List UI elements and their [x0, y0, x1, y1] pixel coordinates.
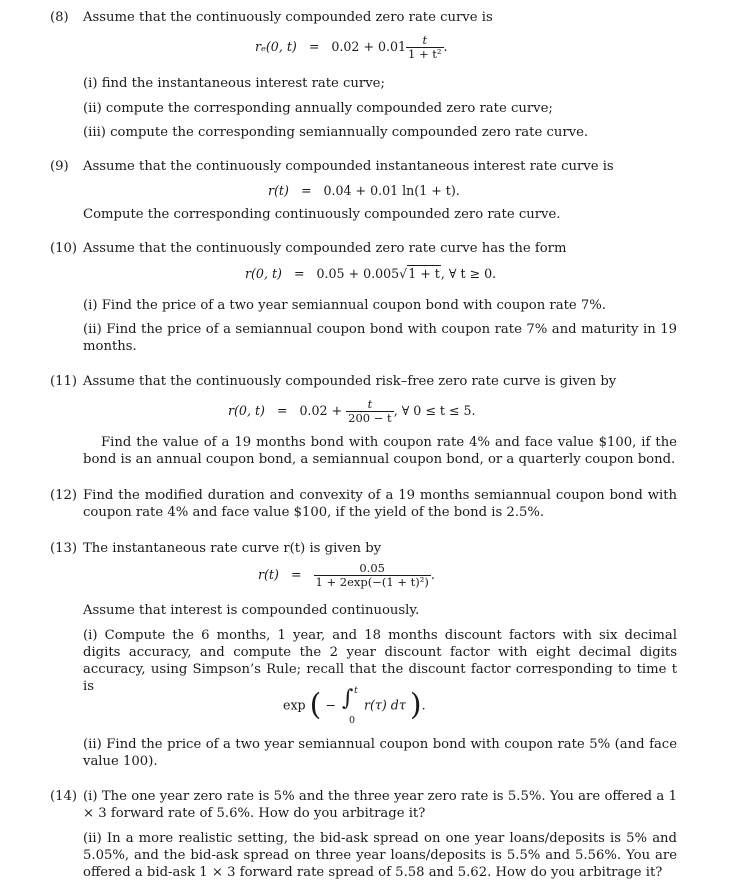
exp-label: exp — [283, 697, 306, 713]
problem-intro: Assume that the continuously compounded risk–free zero rate curve is given by — [83, 374, 617, 389]
problem-number: (12) — [50, 488, 78, 503]
list-item: (i) Compute the 6 months, 1 year, and 18 months discount factors with six decimal digits accuracy, and compute the 2 year discount factor with eight decimal digits accuracy, using Simpson’s Rule; recall that the discount factor corresponding to time t is — [83, 628, 677, 694]
equation-tail: . — [430, 567, 435, 582]
problem-intro: Assume that the continuously compounded zero rate curve has the form — [83, 241, 567, 256]
list-item: (i) The one year zero rate is 5% and the three year zero rate is 5.5%. You are offered a 1 × 3 forward rate of 5.6%. How do you arbitrage it? — [83, 789, 677, 821]
integral — [340, 686, 360, 724]
equation-fraction — [346, 398, 394, 425]
problem-body: Compute the corresponding continuously compounded zero rate curve. — [83, 207, 561, 222]
equation-lhs: r(0, t) — [228, 403, 265, 418]
equation — [245, 265, 496, 282]
equation-lhs: rₑ(0, t) — [255, 39, 297, 54]
minus-sign: − — [325, 697, 336, 713]
equation — [258, 562, 435, 589]
integral-lower-limit: 0 — [348, 715, 355, 726]
equation-tail: , ∀ 0 ≤ t ≤ 5. — [393, 403, 476, 418]
formula-tail: . — [421, 697, 426, 713]
problem-intro: The instantaneous rate curve r(t) is given by — [83, 541, 382, 556]
list-item: (ii) In a more realistic setting, the bid-ask spread on one year loans/deposits is 5% and 5.05%, and the bid-ask spread on three year loans/deposits is 5.5% and 5.56%. You are offered a bid-ask 1 × 3 forward rate spread of 5.58 and 5.62. How do you arbitrage it? — [83, 831, 677, 880]
radicand: 1 + t — [408, 266, 440, 281]
equation-rhs-head: 0.02 + 0.01 — [331, 39, 407, 54]
list-item: (iii) compute the corresponding semiannually compounded zero rate curve. — [83, 125, 589, 140]
list-item: (ii) Find the price of a two year semiannual coupon bond with coupon rate 5% (and face value 100). — [83, 737, 677, 769]
paren-close: ) — [409, 687, 422, 723]
equation — [228, 398, 476, 425]
problem-number: (8) — [50, 10, 69, 25]
problem-assumption: Assume that interest is compounded continuously. — [83, 603, 420, 618]
problem-number: (11) — [50, 374, 78, 389]
fraction-numerator: 0.05 — [359, 561, 385, 575]
fraction-denominator: 200 − t — [348, 411, 392, 425]
problem-body: Find the value of a 19 months bond with coupon rate 4% and face value $100, if the bond is an annual coupon bond, a semiannual coupon bond, or a quarterly coupon bond. — [83, 435, 677, 467]
list-item: (i) Find the price of a two year semiannual coupon bond with coupon rate 7%. — [83, 298, 606, 313]
fraction-numerator: t — [422, 33, 428, 47]
equation-lhs: r(t) — [258, 567, 279, 582]
discount-factor-formula — [283, 686, 426, 730]
equation-tail: . — [443, 39, 448, 54]
problem-intro: Assume that the continuously compounded zero rate curve is — [83, 10, 493, 25]
equation — [268, 182, 460, 199]
problem-intro: Assume that the continuously compounded instantaneous interest rate curve is — [83, 159, 614, 174]
integral-sign: ∫ — [341, 686, 354, 711]
integral-upper-limit: t — [353, 685, 358, 696]
problem-body: Find the modified duration and convexity of a 19 months semiannual coupon bond with coupon rate 4% and face value $100, if the yield of the bond is 2.5%. — [83, 488, 677, 520]
equation-fraction — [406, 34, 444, 61]
integrand: r(τ) dτ — [363, 697, 406, 713]
equation-relation: = — [308, 39, 320, 54]
list-item: (ii) Find the price of a semiannual coupon bond with coupon rate 7% and maturity in 19 months. — [83, 322, 677, 354]
fraction-denominator: 1 + t² — [408, 47, 442, 61]
problem-number: (10) — [50, 241, 78, 256]
fraction-denominator: 1 + 2exp(−(1 + t)²) — [315, 575, 429, 589]
paren-open: ( — [309, 687, 322, 723]
problem-number: (14) — [50, 789, 78, 804]
equation-lhs: r(t) — [268, 183, 289, 198]
equation-relation: = — [276, 403, 288, 418]
equation-tail: , ∀ t ≥ 0. — [440, 266, 497, 281]
list-item: (i) find the instantaneous interest rate curve; — [83, 76, 385, 91]
equation-fraction — [314, 562, 431, 589]
equation-rhs: 0.04 + 0.01 ln(1 + t). — [323, 183, 460, 198]
equation-rhs-head: 0.02 + — [299, 403, 343, 418]
equation-lhs: r(0, t) — [245, 266, 282, 281]
problem-number: (9) — [50, 159, 69, 174]
equation-rhs-head: 0.05 + 0.005√ — [316, 266, 408, 281]
equation-relation: = — [290, 567, 302, 582]
list-item: (ii) compute the corresponding annually compounded zero rate curve; — [83, 101, 553, 116]
equation-relation: = — [293, 266, 305, 281]
fraction-numerator: t — [367, 397, 373, 411]
equation — [255, 34, 448, 61]
equation-relation: = — [300, 183, 312, 198]
problem-number: (13) — [50, 541, 78, 556]
